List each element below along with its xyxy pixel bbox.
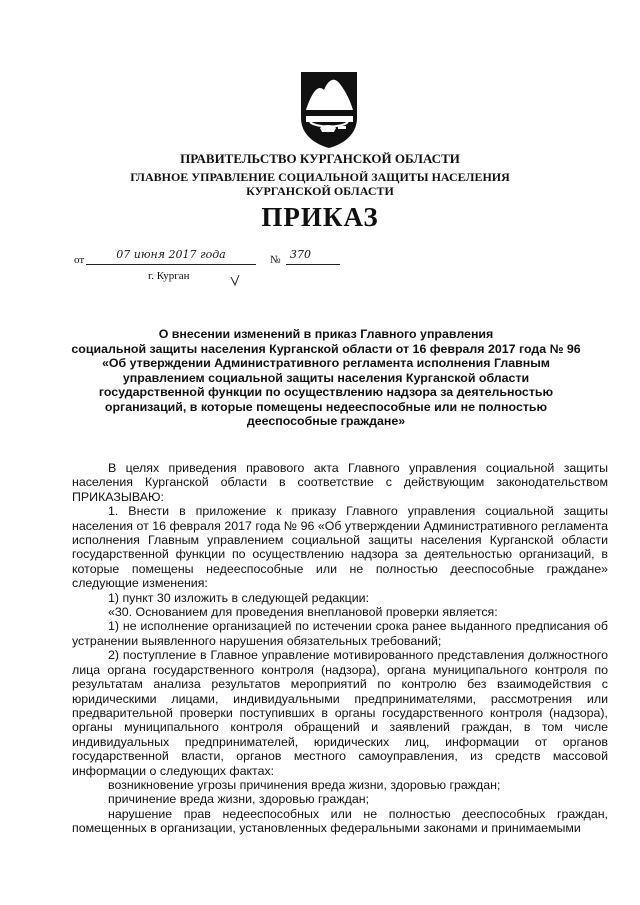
title-line: организаций, в которые помещены недееспособные или не полностью: [104, 399, 548, 414]
order-body: [72, 461, 608, 836]
title-line: О внесении изменений в приказ Главного управления: [158, 327, 494, 341]
department-name-line1: ГЛАВНОЕ УПРАВЛЕНИЕ СОЦИАЛЬНОЙ ЗАЩИТЫ НАСЕЛЕНИЯ: [130, 170, 510, 184]
check-mark-icon: [230, 274, 240, 286]
handwritten-date: 07 июня 2017 года: [86, 248, 256, 265]
department-name-line2: КУРГАНСКОЙ ОБЛАСТИ: [246, 184, 394, 198]
body-paragraph: причинение вреда жизни, здоровью граждан;: [108, 792, 370, 807]
body-paragraph: 1) не исполнение организацией по истечении срока ранее выданного предписания об устранении выявленного нарушения обязательных требований;: [72, 619, 608, 648]
body-paragraph: 2) поступление в Главное управление мотивированного представления должностного лица органа государственного контроля (надзора), органа муниципального контроля по результатам анализа результатов мероприятий по контролю без взаимодействия с юридическими лицами, индивидуальными предпринимателями, рассмотрения или предварительной проверки поступивших в органы государственного контроля (надзора), органы муниципального контроля обращений и заявлений граждан, в том числе индивидуальных предпринимателей, юридических лиц, информации от органов государственной власти, органов местного самоуправления, из средств массовой информации о следующих фактах:: [72, 648, 608, 778]
title-line: дееспособные граждане»: [246, 414, 406, 428]
city-label: г. Курган: [148, 270, 190, 282]
government-name: ПРАВИТЕЛЬСТВО КУРГАНСКОЙ ОБЛАСТИ: [180, 151, 460, 166]
body-paragraph: возникновение угрозы причинения вреда жизни, здоровью граждан;: [108, 777, 501, 792]
date-prefix-label: от: [74, 254, 85, 266]
order-title: [64, 327, 588, 429]
body-paragraph: нарушение прав недееспособных или не полностью дееспособных граждан, помещенных в организации, установленных федеральными законами и принимаемыми: [72, 806, 608, 836]
handwritten-number: 370: [286, 248, 340, 265]
body-paragraph: В целях приведения правового акта Главного управления социальной защиты населения Курганской области в соответствие с действующим законодательством ПРИКАЗЫВАЮ:: [72, 461, 608, 504]
coat-of-arms-emblem: [298, 70, 360, 150]
title-line: «Об утверждении Административного регламента исполнения Главным: [102, 356, 550, 370]
document-type-title: ПРИКАЗ: [261, 202, 379, 232]
title-line: социальной защиты населения Курганской области от 16 февраля 2017 года № 96: [71, 341, 581, 356]
title-line: управлением социальной защиты населения Курганской области: [122, 370, 530, 385]
body-paragraph: 1. Внести в приложение к приказу Главного управления социальной защиты населения от 16 февраля 2017 года № 96 «Об утверждении Административного регламента исполнения Главным управлением социальной защиты населения Курганской области государственной функции по осуществлению надзора за деятельностью организаций, в которые помещены недееспособные или не полностью дееспособные граждане» следующие изменения:: [72, 504, 608, 591]
body-paragraph: «30. Основанием для проведения внеплановой проверки является:: [108, 605, 498, 620]
number-label: №: [270, 254, 281, 266]
body-paragraph: 1) пункт 30 изложить в следующей редакции:: [108, 590, 370, 605]
title-line: государственной функции по осуществлению надзора за деятельностью: [98, 385, 554, 399]
